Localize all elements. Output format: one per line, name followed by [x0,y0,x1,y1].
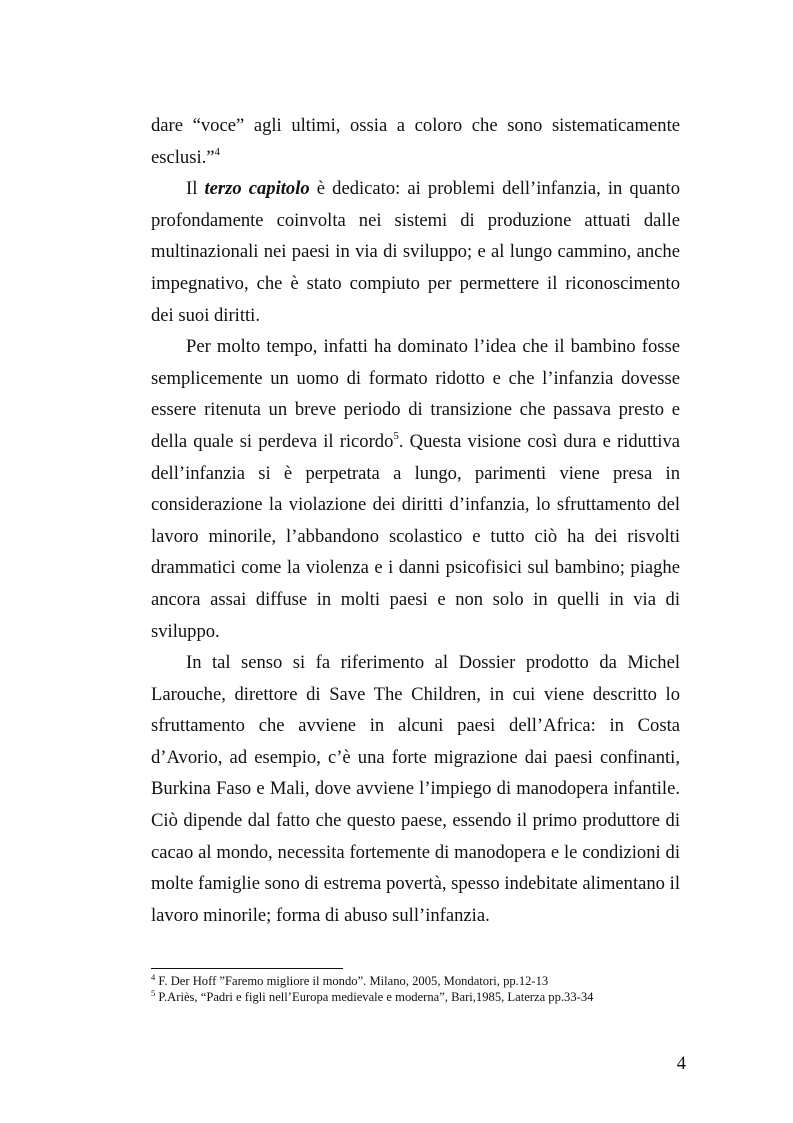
footnote-5 [151,989,691,1005]
paragraph-2-pre: Il [186,178,205,200]
footnote-5-text: P.Ariès, “Padri e figli nell’Europa medievale e moderna”, Bari,1985, Laterza pp.33-34 [155,990,594,1004]
footnote-5-number: 5 [151,988,156,998]
paragraph-2-post: è dedicato: ai problemi dell’infanzia, in quanto profondamente coinvolta nei sistemi di produzione attuati dalle multinazionali nei paesi in via di sviluppo; e al lungo cammino, anche impegnativo, che è stato compiuto per permettere il riconoscimento dei suoi diritti. [151,178,681,326]
footnote-ref-5[interactable]: 5 [393,429,399,442]
footnote-ref-4[interactable]: 4 [214,145,221,158]
paragraph-1 [151,110,680,173]
paragraph-2 [151,173,680,331]
paragraph-4 [151,647,680,931]
main-text [151,110,680,931]
paragraph-3-post: . Questa visione così dura e riduttiva dell’infanzia si è perpetrata a lungo, parimenti viene presa in considerazione la violazione dei diritti d’infanzia, lo sfruttamento del lavoro minorile, l’abbandono scolastico e tutto ciò ha dei risvolti drammatici come la violenza e i danni psicofisici sul bambino; piaghe ancora assai diffuse in molti paesi e non solo in quelli in via di sviluppo. [151,430,680,642]
footnote-4 [151,973,691,989]
paragraph-2-emphasis: terzo capitolo [204,178,310,200]
page-number: 4 [676,1053,686,1074]
paragraph-4-text: In tal senso si fa riferimento al Dossier prodotto da Michel Larouche, direttore di Save The Children, in cui viene descritto lo sfruttamento che avviene in alcuni paesi dell’Africa: in Costa d’Avorio, ad esempio, c’è una forte migrazione dai paesi confinanti, Burkina Faso e Mali, dove avviene l’impiego di manodopera infantile. Ciò dipende dal fatto che questo paese, essendo il primo produttore di cacao al mondo, necessita fortemente di manodopera e le condizioni di molte famiglie sono di estrema povertà, spesso indebitate alimentano il lavoro minorile; forma di abuso sull’infanzia. [151,652,680,926]
footnote-4-text: F. Der Hoff ”Faremo migliore il mondo”. Milano, 2005, Mondatori, pp.12-13 [155,974,549,988]
footnote-4-number: 4 [151,972,156,982]
footnotes [151,973,691,1005]
paragraph-1-text: dare “voce” agli ultimi, ossia a coloro che sono sistematicamente esclusi.” [151,115,680,168]
paragraph-3-pre: Per molto tempo, infatti ha dominato l’idea che il bambino fosse semplicemente un uomo di formato ridotto e che l’infanzia dovesse essere ritenuta un breve periodo di transizione che passava presto e della quale si perdeva il ricordo [151,336,680,452]
footnote-separator [151,968,343,969]
paragraph-3 [151,331,680,647]
